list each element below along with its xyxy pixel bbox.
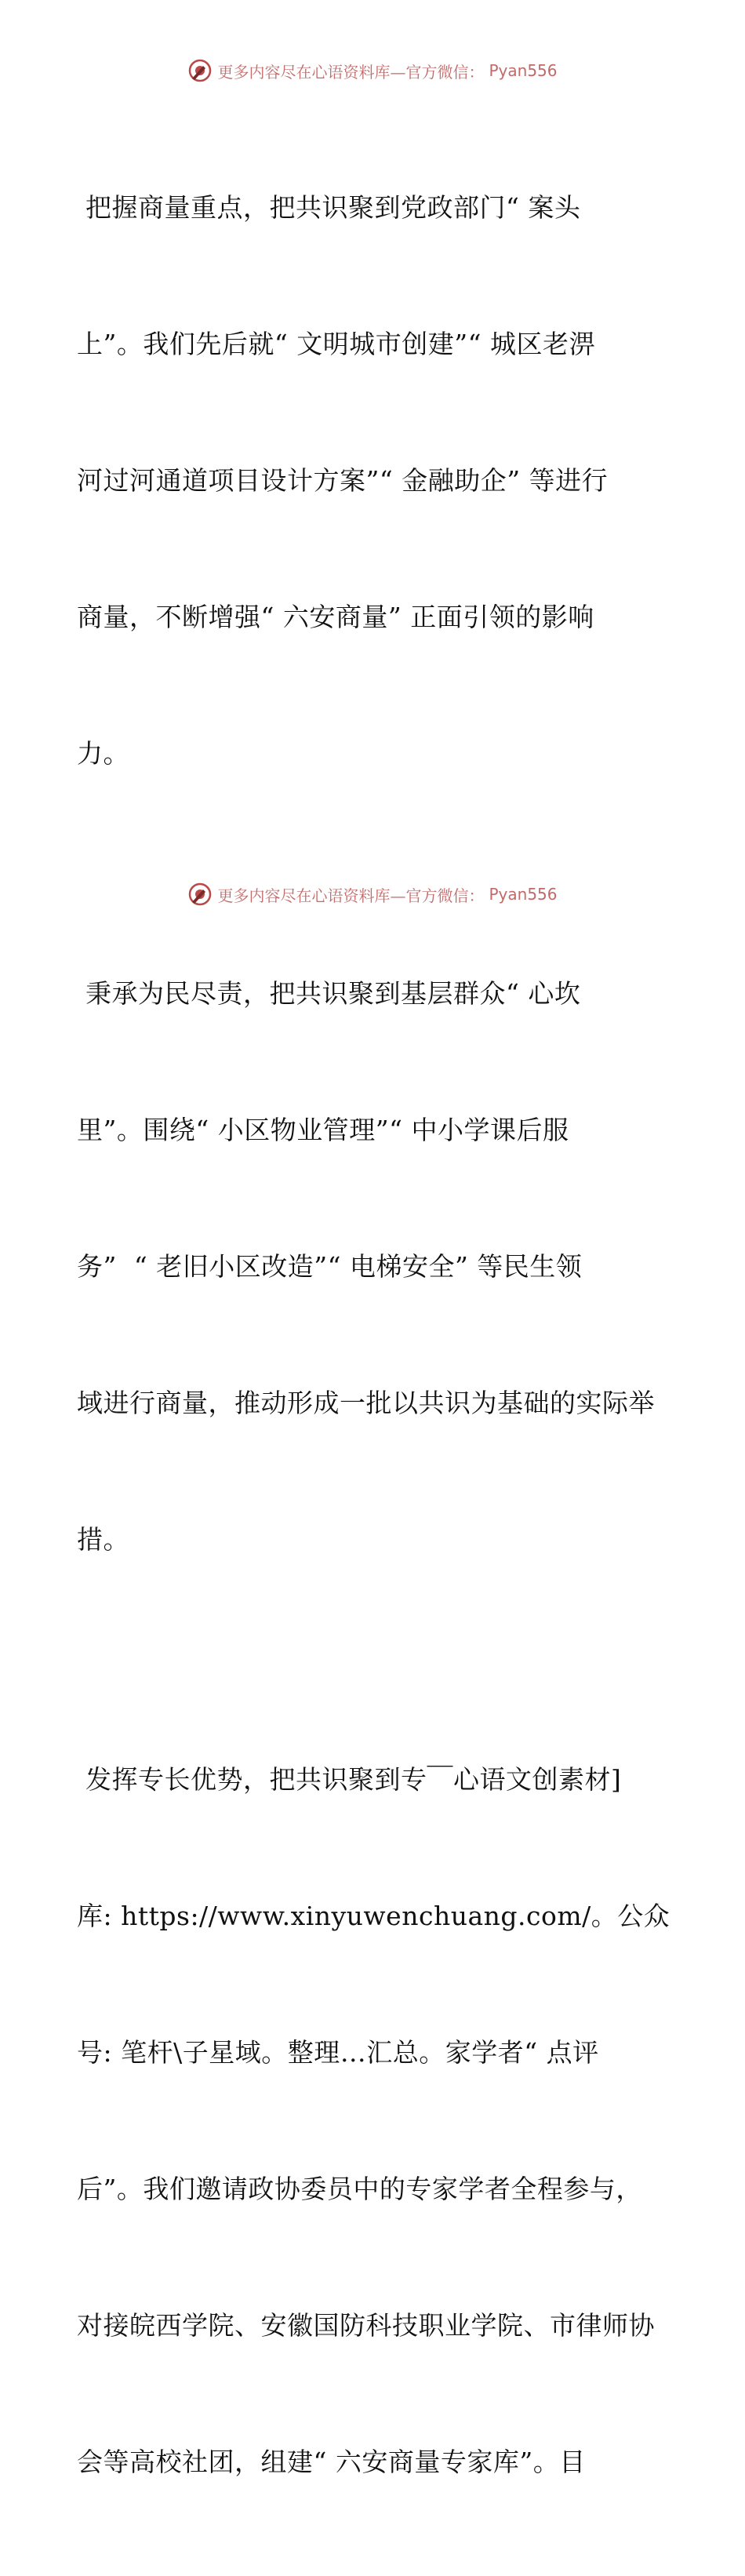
text-line: 措。 bbox=[77, 1524, 129, 1555]
banner-wechat-id: Pyan556 bbox=[489, 61, 558, 80]
paragraph bbox=[77, 880, 673, 1654]
banner-wechat-id: Pyan556 bbox=[489, 885, 558, 904]
text-line: 发挥专长优势，把共识聚到专￣心语文创素材] bbox=[77, 1764, 622, 1795]
text-line: 秉承为民尽责，把共识聚到基层群众“ 心坎 bbox=[77, 978, 581, 1009]
text-line: 会等高校社团，组建“ 六安商量专家库”。目 bbox=[77, 2447, 586, 2477]
text-line: 对接皖西学院、安徽国防科技职业学院、市律师协 bbox=[77, 2310, 655, 2341]
text-line: 号: 笔杆\子星域。整理…汇总。家学者“ 点评 bbox=[77, 2037, 599, 2068]
banner-text: 更多内容尽在心语资料库—官方微信： bbox=[217, 62, 485, 82]
text-line: 把握商量重点，把共识聚到党政部门“ 案头 bbox=[77, 192, 581, 223]
text-line: 力。 bbox=[77, 738, 129, 769]
document-body bbox=[77, 94, 673, 2576]
paragraph bbox=[77, 94, 673, 868]
text-line: 务” “ 老旧小区改造”“ 电梯安全” 等民生领 bbox=[77, 1251, 583, 1282]
text-line: 商量，不断增强“ 六安商量” 正面引领的影响 bbox=[77, 602, 594, 632]
text-line: 库: https://www.xinyuwenchuang.com/。公众 bbox=[77, 1901, 670, 1931]
pen-logo-icon bbox=[187, 58, 213, 83]
text-line: 里”。围绕“ 小区物业管理”“ 中小学课后服 bbox=[77, 1115, 569, 1145]
banner-text: 更多内容尽在心语资料库—官方微信： bbox=[217, 886, 485, 905]
footer-watermark-banner bbox=[0, 879, 745, 910]
paragraph bbox=[77, 1666, 673, 2576]
header-watermark-banner bbox=[0, 55, 745, 86]
text-line: 上”。我们先后就“ 文明城市创建”“ 城区老淠 bbox=[77, 329, 595, 359]
text-line: 河过河通道项目设计方案”“ 金融助企” 等进行 bbox=[77, 465, 609, 496]
pen-logo-icon bbox=[187, 882, 213, 907]
text-line: 后”。我们邀请政协委员中的专家学者全程参与， bbox=[77, 2174, 642, 2204]
text-line: 域进行商量，推动形成一批以共识为基础的实际举 bbox=[77, 1388, 655, 1418]
